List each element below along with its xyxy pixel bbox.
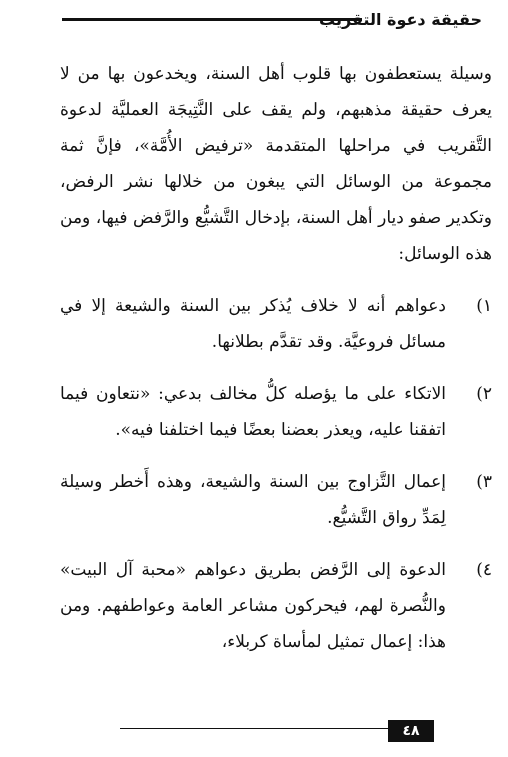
list-item-text: دعواهم أنه لا خلاف يُذكر بين السنة والشيعة إلا في مسائل فروعيَّة. وقد تقدَّم بطلانها. — [60, 296, 446, 352]
page-number: ٤٨ — [388, 720, 434, 742]
list-item-text: الاتكاء على ما يؤصله كلُّ مخالف بدعي: «نتعاون فيما اتفقنا عليه، ويعذر بعضنا بعضًا فيما اختلفنا فيه». — [60, 384, 446, 440]
footer-rule — [120, 728, 388, 729]
list-item — [60, 376, 492, 448]
intro-paragraph: وسيلة يستعطفون بها قلوب أهل السنة، ويخدعون بها من لا يعرف حقيقة مذهبهم، ولم يقف على النَّتِيجَة العمليَّة لدعوة التَّقريب في مراحلها المتقدمة «ترفيض الأُمَّة»، فإنَّ ثمة مجموعة من الوسائل التي يبغون من خلالها نشر الرفض، وتكدير صفو ديار أهل السنة، بإدخال التَّشيُّع والرَّفض فيها، ومن هذه الوسائل: — [60, 64, 492, 264]
list-item-text: إعمال التَّزاوج بين السنة والشيعة، وهذه أَخطر وسيلة لِمَدِّ رواق التَّشيُّع. — [60, 472, 446, 528]
body-text — [60, 56, 492, 660]
header-rule — [62, 18, 362, 21]
list-item-number: ٣) — [476, 472, 492, 492]
list-item — [60, 288, 492, 360]
list-item-number: ١) — [476, 296, 492, 316]
list-item-number: ٢) — [476, 384, 492, 404]
list-item — [60, 464, 492, 536]
list-item-text: الدعوة إلى الرَّفض بطريق دعواهم «محبة آل البيت» والنُّصرة لهم، فيحركون مشاعر العامة وعواطفهم. ومن هذا: إعمال تمثيل لمأساة كربلاء، — [60, 560, 446, 652]
running-header-title: حقيقة دعوة التقريب — [319, 10, 482, 29]
list-item-number: ٤) — [476, 560, 492, 580]
list-item — [60, 552, 492, 660]
